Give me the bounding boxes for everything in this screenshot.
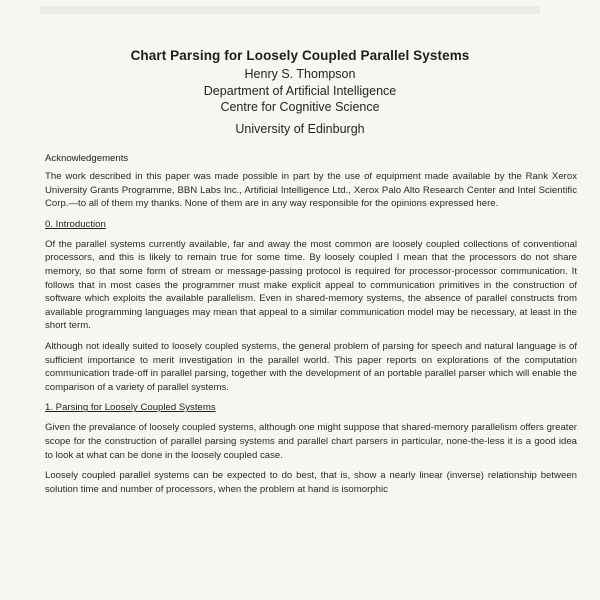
author-name: Henry S. Thompson <box>244 67 356 81</box>
paper-title: Chart Parsing for Loosely Coupled Parallel Systems <box>130 48 470 63</box>
section-1-paragraph-1: Given the prevalance of loosely coupled systems, although one might suppose that shared-memory parallelism offers greater scope for the construction of parallel parsing systems and parallel chart parsers in particular, none-the-less it is a good idea to look at what can be done in the loosely coupled case. <box>45 422 577 461</box>
paper-body <box>45 152 577 496</box>
paper-header <box>0 48 600 137</box>
section-0-heading: 0. Introduction <box>45 218 106 230</box>
section-0-paragraph-2: Although not ideally suited to loosely coupled systems, the general problem of parsing for speech and natural language is of sufficient importance to merit investigation in the parallel world. This paper reports on explorations of the computation communication trade-off in parallel parsing, together with the development of an portable parallel parser which will enable the comparison of a variety of parallel systems. <box>45 340 577 393</box>
section-1-paragraph-2: Loosely coupled parallel systems can be expected to do best, that is, show a nearly linear (inverse) relationship between solution time and number of processors, when the problem at hand is isomorphic <box>45 470 577 495</box>
affiliation-centre: Centre for Cognitive Science <box>220 100 380 114</box>
affiliation-university: University of Edinburgh <box>235 121 365 136</box>
acknowledgements-heading: Acknowledgements <box>45 153 129 164</box>
affiliation-department: Department of Artificial Intelligence <box>203 83 397 98</box>
acknowledgements-text: The work described in this paper was made possible in part by the use of equipment made available by the Rank Xerox University Grants Programme, BBN Labs Inc., Artificial Intelligence Ltd., Xerox Palo Alto Research Center and Intel Scientific Corp.—to all of them my thanks. None of them are in any way responsible for the opinions expressed here. <box>45 171 577 210</box>
scan-artifact <box>40 6 540 14</box>
section-0-paragraph-1: Of the parallel systems currently available, far and away the most common are loosely coupled collections of conventional processors, and this is likely to remain true for some time. By loosely coupled I mean that the processors do not share memory, so that some form of stream or message-passing protocol is required for processor-processor communication. It follows that in most cases the programmer must make explicit appeal to communication primitives in the construction of software which exploits the available parallelism. Even in shared-memory systems, the absence of parallel constructs from available programming languages may mean that appeal to a similar communication model may be necessary, at least in the short term. <box>45 238 577 332</box>
section-1-heading: 1. Parsing for Loosely Coupled Systems <box>45 402 216 414</box>
